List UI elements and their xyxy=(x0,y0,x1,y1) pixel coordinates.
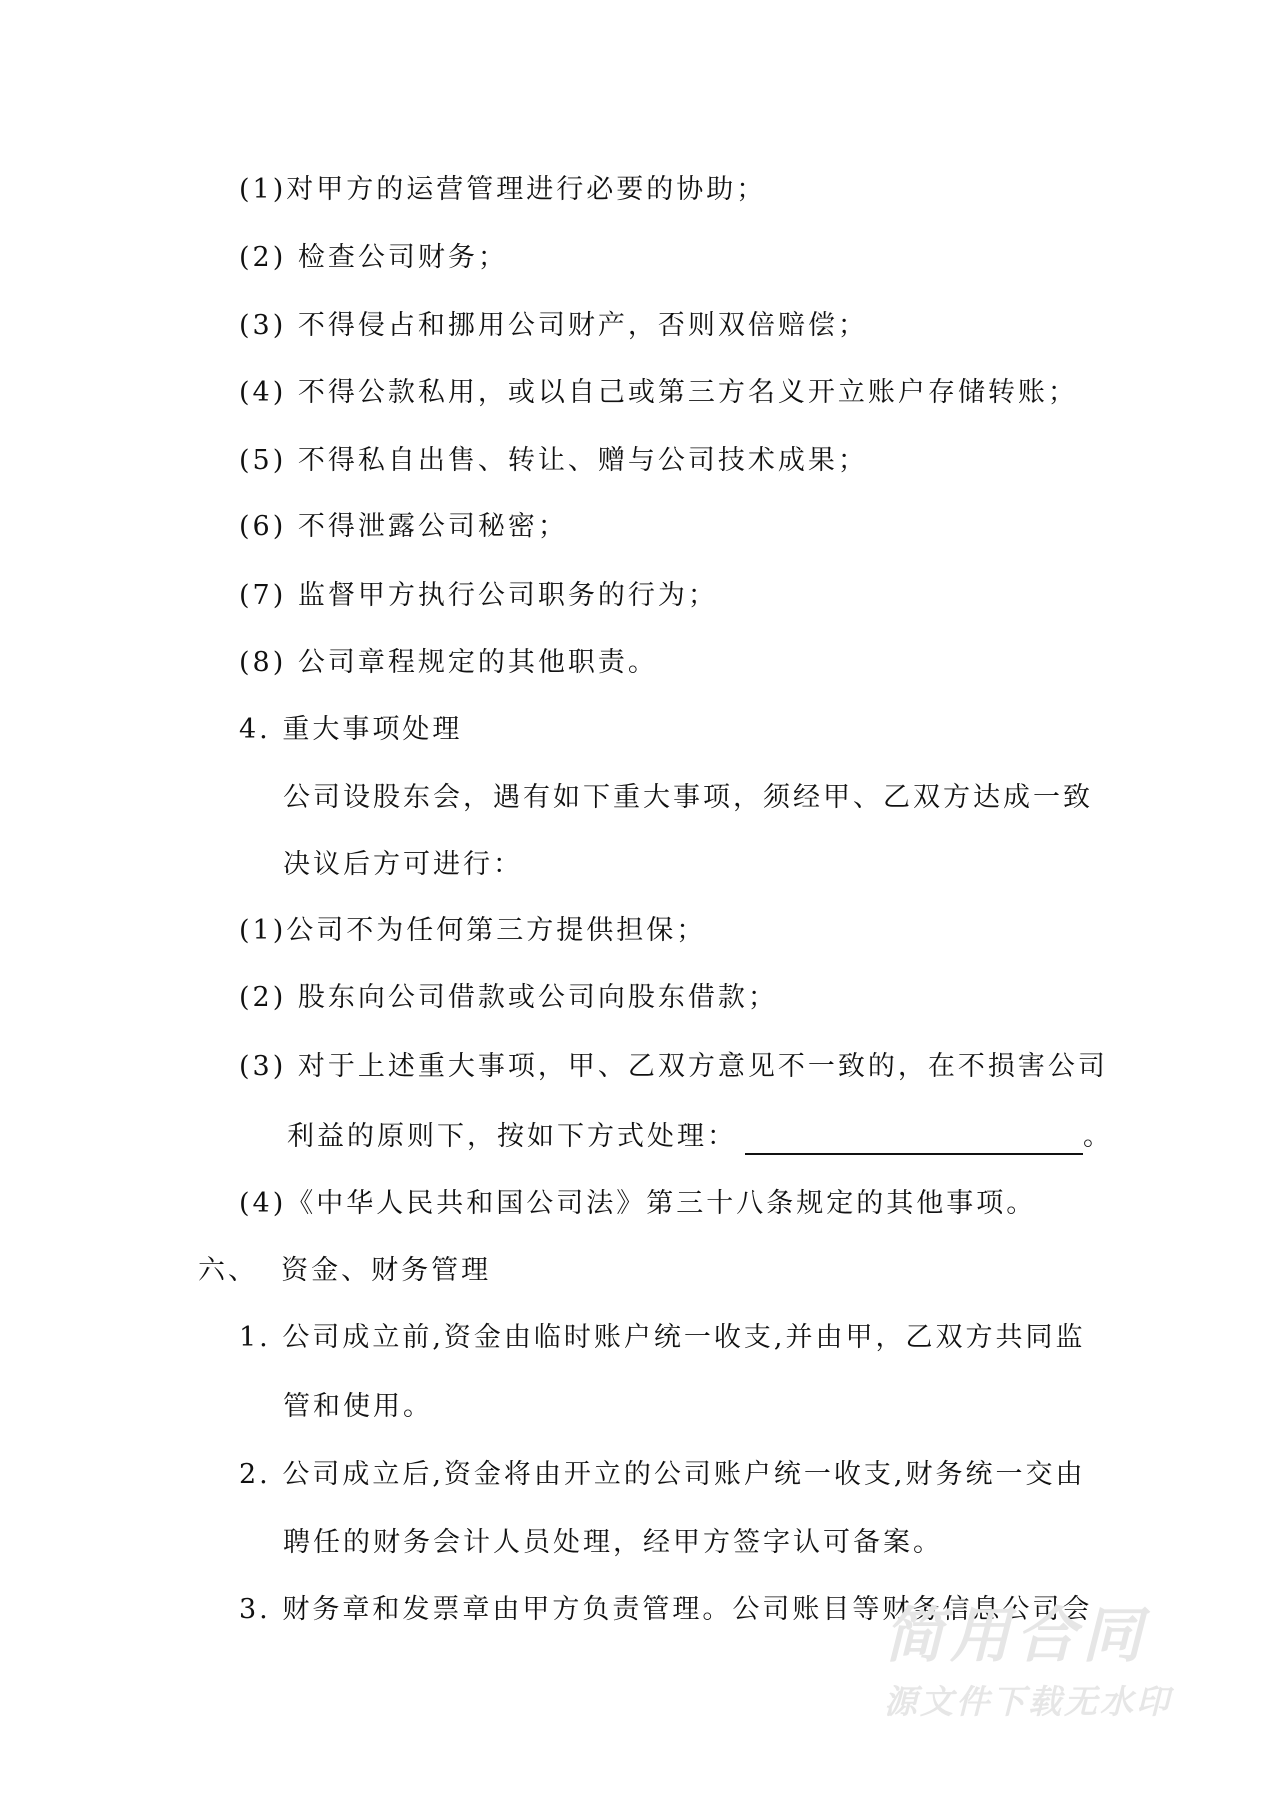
clause-line: (1)公司不为任何第三方提供担保； xyxy=(239,915,707,946)
chapter-heading: 六、 资金、财务管理 xyxy=(198,1255,492,1286)
paragraph-line: 公司设股东会，遇有如下重大事项，须经甲、乙双方达成一致 xyxy=(283,782,1093,813)
clause-line xyxy=(287,1119,1113,1155)
clause-line: (4)《中华人民共和国公司法》第三十八条规定的其他事项。 xyxy=(239,1188,1037,1219)
fill-in-blank[interactable] xyxy=(745,1125,1083,1155)
clause-line: (3) 对于上述重大事项，甲、乙双方意见不一致的，在不损害公司 xyxy=(239,1051,1108,1082)
section-heading: 4. 重大事项处理 xyxy=(239,714,463,745)
paragraph-line: 聘任的财务会计人员处理，经甲方签字认可备案。 xyxy=(283,1527,943,1558)
paragraph-line: 管和使用。 xyxy=(283,1391,433,1422)
clause-line: 3. 财务章和发票章由甲方负责管理。公司账目等财务信息公司会 xyxy=(239,1594,1093,1625)
clause-line: (2) 检查公司财务； xyxy=(239,242,508,273)
clause-line: (1)对甲方的运营管理进行必要的协助； xyxy=(239,174,767,205)
clause-line: (7) 监督甲方执行公司职务的行为； xyxy=(239,580,718,611)
clause-line: (2) 股东向公司借款或公司向股东借款； xyxy=(239,982,778,1013)
paragraph-line: 决议后方可进行： xyxy=(283,849,523,880)
watermark-subtitle: 源文件下载无水印 xyxy=(884,1682,1172,1721)
clause-line: 1. 公司成立前,资金由临时账户统一收支,并由甲，乙双方共同监 xyxy=(239,1322,1086,1353)
clause-text: 利益的原则下，按如下方式处理： xyxy=(287,1121,737,1152)
clause-line: (4) 不得公款私用，或以自己或第三方名义开立账户存储转账； xyxy=(239,377,1078,408)
clause-line: (6) 不得泄露公司秘密； xyxy=(239,511,568,542)
clause-line: (8) 公司章程规定的其他职责。 xyxy=(239,647,658,678)
clause-line: 2. 公司成立后,资金将由开立的公司账户统一收支,财务统一交由 xyxy=(239,1459,1086,1490)
clause-line: (3) 不得侵占和挪用公司财产，否则双倍赔偿； xyxy=(239,310,868,341)
clause-line: (5) 不得私自出售、转让、赠与公司技术成果； xyxy=(239,445,868,476)
blank-end-mark: 。 xyxy=(1083,1121,1113,1152)
watermark-title: 简用合同 xyxy=(884,1601,1148,1671)
